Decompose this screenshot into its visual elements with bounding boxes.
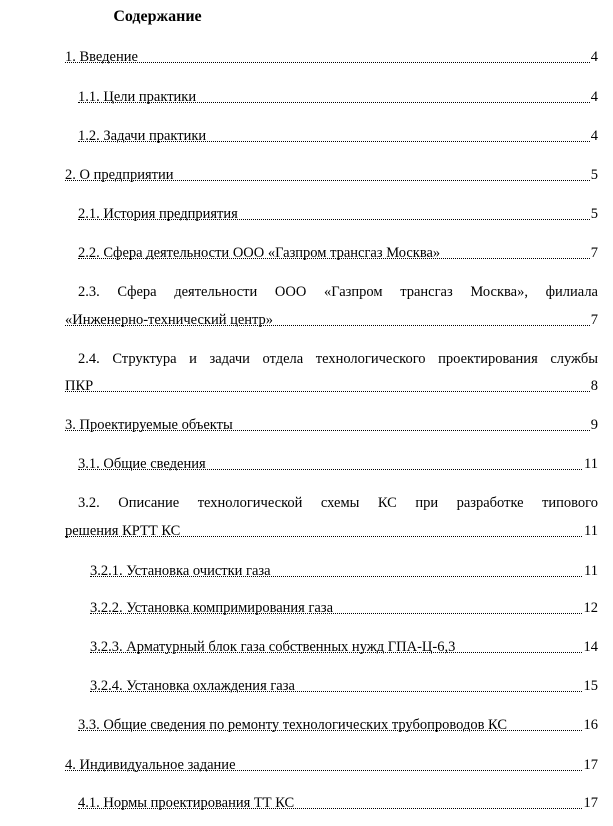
toc-entry: 4. Индивидуальное задание 17 (65, 757, 598, 773)
toc-entry: «Инженерно-технический центр» 7 (65, 312, 598, 328)
toc-entry: 3. Проектируемые объекты 9 (65, 417, 598, 433)
toc-entry: 1.1. Цели практики 4 (78, 89, 598, 105)
toc-entry: 3.2.2. Установка компримирования газа 12 (90, 600, 598, 616)
toc-entry: 3.2.3. Арматурный блок газа собственных нужд ГПА-Ц-6,3 14 (90, 639, 598, 655)
toc-entry: 3.2.1. Установка очистки газа 11 (90, 563, 598, 579)
toc-entry: 2. О предприятии 5 (65, 167, 598, 183)
toc-entry: решения КРТТ КС 11 (65, 523, 598, 539)
toc-entry: 2.2. Сфера деятельности ООО «Газпром трансгаз Москва» 7 (78, 245, 598, 261)
toc-entry: 4.1. Нормы проектирования ТТ КС 17 (78, 795, 598, 811)
toc-entry: ПКР 8 (65, 378, 598, 394)
toc-entry: 1.2. Задачи практики 4 (78, 128, 598, 144)
toc-entry: 3.2.4. Установка охлаждения газа 15 (90, 678, 598, 694)
toc-entry: 2.1. История предприятия 5 (78, 206, 598, 222)
toc-entry: 3.3. Общие сведения по ремонту технологических трубопроводов КС 16 (78, 717, 598, 733)
toc-entry: 1. Введение 4 (65, 49, 598, 65)
toc-title: Содержание (113, 8, 202, 25)
toc-entry: 3.1. Общие сведения 11 (78, 456, 598, 472)
toc-entry-line1: 3.2. Описание технологической схемы КС при разработке типового (78, 495, 598, 511)
toc-entry-line1: 2.4. Структура и задачи отдела технологического проектирования службы (78, 351, 598, 367)
toc-entry-line1: 2.3. Сфера деятельности ООО «Газпром трансгаз Москва», филиала (78, 284, 598, 300)
